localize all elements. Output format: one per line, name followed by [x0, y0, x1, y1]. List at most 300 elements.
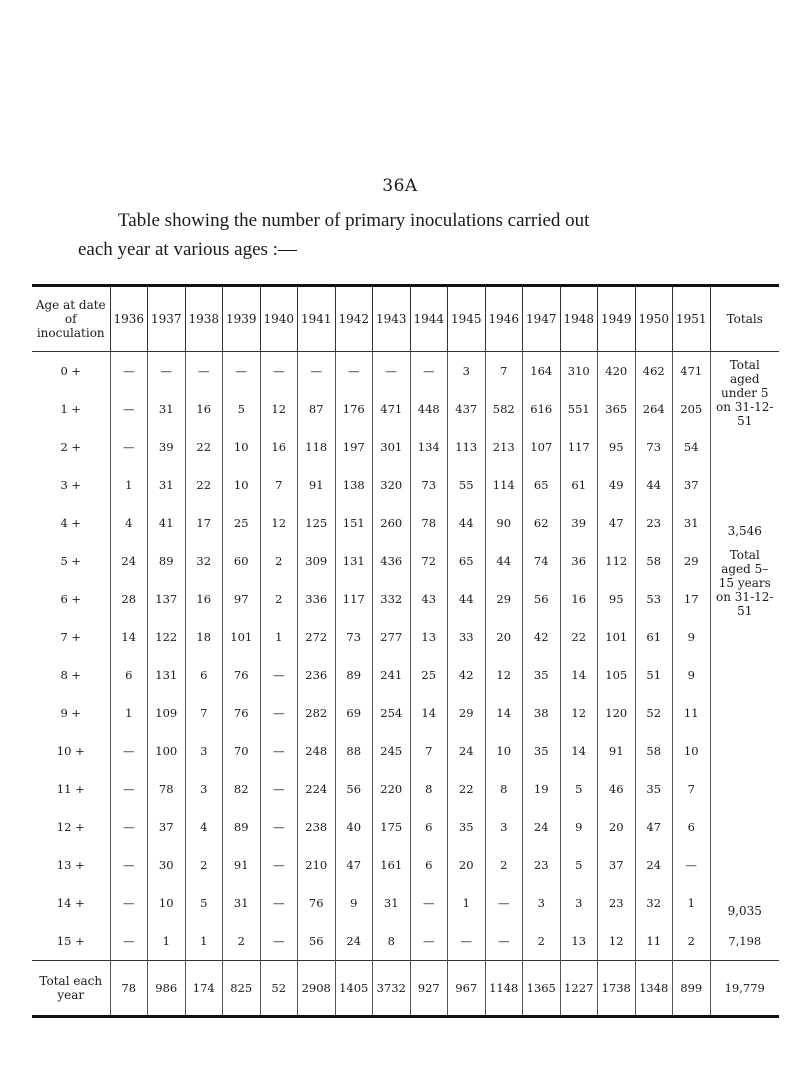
data-cell: 5: [223, 390, 261, 428]
data-cell: 420: [598, 352, 636, 391]
age-label: 9 +: [60, 706, 82, 720]
year-header: 1943: [373, 286, 411, 352]
data-cell: 89: [148, 542, 186, 580]
table-row: [32, 656, 779, 694]
data-cell: 616: [523, 390, 561, 428]
data-cell: 91: [298, 466, 336, 504]
data-cell: —: [110, 732, 148, 770]
data-cell: 51: [635, 656, 673, 694]
data-cell: —: [673, 846, 711, 884]
data-cell: 260: [373, 504, 411, 542]
data-cell: 17: [673, 580, 711, 618]
data-cell: 35: [523, 732, 561, 770]
data-cell: 462: [635, 352, 673, 391]
data-cell: 49: [598, 466, 636, 504]
data-cell: 61: [635, 618, 673, 656]
data-cell: 138: [335, 466, 373, 504]
data-cell: 12: [260, 504, 298, 542]
data-cell: 29: [448, 694, 486, 732]
data-cell: 14: [110, 618, 148, 656]
totals-header: Totals: [710, 286, 779, 352]
data-cell: 35: [523, 656, 561, 694]
data-cell: 52: [635, 694, 673, 732]
data-cell: 70: [223, 732, 261, 770]
data-cell: 9: [335, 884, 373, 922]
data-cell: 254: [373, 694, 411, 732]
data-cell: —: [110, 846, 148, 884]
data-cell: 89: [223, 808, 261, 846]
age-label: 14 +: [56, 896, 85, 910]
table-row: [32, 922, 779, 961]
data-cell: 309: [298, 542, 336, 580]
data-cell: 31: [148, 466, 186, 504]
data-cell: 175: [373, 808, 411, 846]
data-cell: 310: [560, 352, 598, 391]
table-row: [32, 390, 779, 428]
data-cell: —: [110, 922, 148, 961]
data-cell: 1: [185, 922, 223, 961]
data-cell: 25: [410, 656, 448, 694]
data-cell: 1: [148, 922, 186, 961]
data-cell: 32: [185, 542, 223, 580]
data-cell: —: [260, 808, 298, 846]
data-cell: 3: [185, 770, 223, 808]
data-cell: 5: [560, 770, 598, 808]
data-cell: 4: [110, 504, 148, 542]
total-row: [32, 961, 779, 1017]
inoculations-table: [32, 284, 779, 1018]
data-cell: 16: [185, 390, 223, 428]
data-cell: 29: [485, 580, 523, 618]
data-cell: —: [410, 922, 448, 961]
age-label: 1 +: [60, 402, 82, 416]
data-cell: 78: [148, 770, 186, 808]
data-cell: 43: [410, 580, 448, 618]
data-cell: 56: [523, 580, 561, 618]
data-cell: 36: [560, 542, 598, 580]
data-cell: 205: [673, 390, 711, 428]
total-cell: 78: [110, 961, 148, 1017]
data-cell: 20: [448, 846, 486, 884]
data-cell: —: [335, 352, 373, 391]
table-row: [32, 428, 779, 466]
data-cell: 14: [560, 732, 598, 770]
data-cell: —: [260, 770, 298, 808]
data-cell: 32: [635, 884, 673, 922]
data-cell: 20: [598, 808, 636, 846]
data-cell: 17: [185, 504, 223, 542]
data-cell: 7: [673, 770, 711, 808]
data-cell: 7: [185, 694, 223, 732]
data-cell: 2: [260, 542, 298, 580]
data-cell: 7: [410, 732, 448, 770]
data-cell: 13: [560, 922, 598, 961]
year-header: 1946: [485, 286, 523, 352]
year-header: 1942: [335, 286, 373, 352]
data-cell: 113: [448, 428, 486, 466]
data-cell: 134: [410, 428, 448, 466]
data-cell: 40: [335, 808, 373, 846]
data-cell: —: [110, 808, 148, 846]
data-cell: 164: [523, 352, 561, 391]
data-cell: 10: [485, 732, 523, 770]
data-cell: 220: [373, 770, 411, 808]
data-cell: 76: [223, 656, 261, 694]
data-cell: —: [485, 884, 523, 922]
total-row-label: Total each year: [32, 961, 110, 1017]
data-cell: 7: [485, 352, 523, 391]
data-cell: 3: [448, 352, 486, 391]
age-label: 15 +: [56, 934, 85, 948]
table-body: [32, 352, 779, 1017]
caption-line-1: Table showing the number of primary inoculations carried out: [118, 210, 590, 231]
data-cell: 23: [598, 884, 636, 922]
data-cell: 1: [260, 618, 298, 656]
data-cell: 54: [673, 428, 711, 466]
data-cell: 100: [148, 732, 186, 770]
data-cell: 16: [260, 428, 298, 466]
data-cell: —: [148, 352, 186, 391]
data-cell: 46: [598, 770, 636, 808]
data-cell: 14: [485, 694, 523, 732]
data-cell: —: [110, 352, 148, 391]
data-cell: —: [223, 352, 261, 391]
age-label: 12 +: [56, 820, 85, 834]
data-cell: 332: [373, 580, 411, 618]
data-cell: 61: [560, 466, 598, 504]
data-cell: 1: [448, 884, 486, 922]
age-label: 8 +: [60, 668, 82, 682]
data-cell: 31: [148, 390, 186, 428]
data-cell: 22: [185, 428, 223, 466]
data-cell: 37: [598, 846, 636, 884]
note-5-15: Total aged 5–15 years on 31-12-51: [716, 548, 774, 618]
data-cell: 31: [673, 504, 711, 542]
data-cell: 55: [448, 466, 486, 504]
data-cell: 277: [373, 618, 411, 656]
data-cell: 272: [298, 618, 336, 656]
year-header: 1947: [523, 286, 561, 352]
data-cell: 7: [260, 466, 298, 504]
data-cell: 14: [560, 656, 598, 694]
data-cell: 74: [523, 542, 561, 580]
data-cell: 97: [223, 580, 261, 618]
total-cell: 1227: [560, 961, 598, 1017]
data-cell: 18: [185, 618, 223, 656]
table-row: [32, 884, 779, 922]
caption-line-2: each year at various ages :—: [78, 239, 297, 260]
data-cell: 38: [523, 694, 561, 732]
data-cell: 35: [635, 770, 673, 808]
age-label: 3 +: [60, 478, 82, 492]
data-cell: 31: [373, 884, 411, 922]
data-cell: 13: [410, 618, 448, 656]
data-cell: 118: [298, 428, 336, 466]
data-cell: 2: [260, 580, 298, 618]
data-cell: 112: [598, 542, 636, 580]
data-cell: 5: [560, 846, 598, 884]
data-cell: —: [260, 846, 298, 884]
data-cell: 41: [148, 504, 186, 542]
total-cell: 1365: [523, 961, 561, 1017]
total-cell: 927: [410, 961, 448, 1017]
data-cell: 320: [373, 466, 411, 504]
data-cell: 56: [335, 770, 373, 808]
data-cell: 76: [298, 884, 336, 922]
year-header: 1939: [223, 286, 261, 352]
data-cell: 23: [635, 504, 673, 542]
data-cell: 33: [448, 618, 486, 656]
age-label: 2 +: [60, 440, 82, 454]
table-caption: [78, 206, 758, 264]
year-header: 1948: [560, 286, 598, 352]
data-cell: 47: [635, 808, 673, 846]
data-cell: 37: [148, 808, 186, 846]
year-header: 1950: [635, 286, 673, 352]
age-column-header: Age at date of inoculation: [32, 286, 110, 352]
data-cell: 241: [373, 656, 411, 694]
data-cell: 78: [410, 504, 448, 542]
year-header: 1936: [110, 286, 148, 352]
data-cell: 3: [560, 884, 598, 922]
data-cell: 44: [635, 466, 673, 504]
data-cell: 471: [373, 390, 411, 428]
data-cell: 471: [673, 352, 711, 391]
data-cell: —: [298, 352, 336, 391]
data-cell: —: [410, 884, 448, 922]
data-cell: —: [260, 694, 298, 732]
data-cell: 137: [148, 580, 186, 618]
data-cell: 73: [335, 618, 373, 656]
data-cell: 161: [373, 846, 411, 884]
data-cell: —: [410, 352, 448, 391]
data-cell: 582: [485, 390, 523, 428]
grand-total: 19,779: [710, 961, 779, 1017]
data-cell: —: [185, 352, 223, 391]
data-cell: 47: [335, 846, 373, 884]
data-cell: 105: [598, 656, 636, 694]
data-cell: 301: [373, 428, 411, 466]
total-under-5: 3,546: [727, 524, 762, 538]
data-cell: 436: [373, 542, 411, 580]
data-cell: 6: [185, 656, 223, 694]
age-label: 7 +: [60, 630, 82, 644]
data-cell: 131: [148, 656, 186, 694]
totals-block-under-5: [710, 352, 779, 543]
data-cell: 10: [223, 466, 261, 504]
data-cell: —: [110, 390, 148, 428]
age-label: 5 +: [60, 554, 82, 568]
data-cell: 58: [635, 542, 673, 580]
data-cell: 2: [185, 846, 223, 884]
data-cell: 1: [673, 884, 711, 922]
data-cell: 8: [410, 770, 448, 808]
data-cell: 176: [335, 390, 373, 428]
data-cell: 25: [223, 504, 261, 542]
data-cell: 22: [560, 618, 598, 656]
table-row: [32, 846, 779, 884]
year-header: 1940: [260, 286, 298, 352]
data-cell: 11: [673, 694, 711, 732]
data-cell: 6: [410, 808, 448, 846]
data-cell: 101: [223, 618, 261, 656]
data-cell: 12: [560, 694, 598, 732]
data-cell: 65: [448, 542, 486, 580]
data-cell: 448: [410, 390, 448, 428]
total-over-15: 7,198: [710, 922, 779, 961]
data-cell: 37: [673, 466, 711, 504]
table-row: [32, 352, 779, 391]
table-row: [32, 618, 779, 656]
data-cell: 24: [335, 922, 373, 961]
data-cell: 125: [298, 504, 336, 542]
data-cell: —: [260, 922, 298, 961]
data-cell: 12: [260, 390, 298, 428]
data-cell: 2: [673, 922, 711, 961]
data-cell: 91: [223, 846, 261, 884]
data-cell: 114: [485, 466, 523, 504]
data-cell: 131: [335, 542, 373, 580]
data-cell: 6: [410, 846, 448, 884]
data-cell: 11: [635, 922, 673, 961]
data-cell: 73: [635, 428, 673, 466]
data-cell: 365: [598, 390, 636, 428]
data-cell: 2: [523, 922, 561, 961]
data-cell: 16: [560, 580, 598, 618]
data-cell: 90: [485, 504, 523, 542]
year-header: 1949: [598, 286, 636, 352]
data-cell: 62: [523, 504, 561, 542]
data-cell: 19: [523, 770, 561, 808]
data-cell: 42: [448, 656, 486, 694]
data-cell: 31: [223, 884, 261, 922]
data-cell: 336: [298, 580, 336, 618]
total-cell: 1348: [635, 961, 673, 1017]
data-cell: 248: [298, 732, 336, 770]
data-cell: 245: [373, 732, 411, 770]
data-cell: 282: [298, 694, 336, 732]
total-cell: 1148: [485, 961, 523, 1017]
data-cell: 95: [598, 428, 636, 466]
data-cell: —: [373, 352, 411, 391]
data-cell: 238: [298, 808, 336, 846]
table-row: [32, 694, 779, 732]
data-cell: 551: [560, 390, 598, 428]
data-cell: 24: [110, 542, 148, 580]
data-cell: 10: [148, 884, 186, 922]
data-cell: 73: [410, 466, 448, 504]
data-cell: 117: [560, 428, 598, 466]
data-cell: 76: [223, 694, 261, 732]
age-label: 0 +: [60, 364, 82, 378]
data-cell: 87: [298, 390, 336, 428]
data-cell: 9: [673, 656, 711, 694]
data-cell: 24: [523, 808, 561, 846]
data-cell: 213: [485, 428, 523, 466]
data-cell: 3: [185, 732, 223, 770]
data-cell: 22: [448, 770, 486, 808]
data-cell: 210: [298, 846, 336, 884]
total-cell: 986: [148, 961, 186, 1017]
header-row: [32, 286, 779, 352]
year-header: 1941: [298, 286, 336, 352]
table-row: [32, 580, 779, 618]
data-cell: 22: [185, 466, 223, 504]
data-cell: 9: [673, 618, 711, 656]
data-cell: 29: [673, 542, 711, 580]
data-cell: 122: [148, 618, 186, 656]
data-cell: 14: [410, 694, 448, 732]
data-cell: —: [260, 884, 298, 922]
total-cell: 1405: [335, 961, 373, 1017]
table-row: [32, 504, 779, 542]
total-cell: 825: [223, 961, 261, 1017]
data-cell: 60: [223, 542, 261, 580]
data-cell: 24: [635, 846, 673, 884]
data-cell: 9: [560, 808, 598, 846]
total-cell: 967: [448, 961, 486, 1017]
table-row: [32, 770, 779, 808]
data-cell: —: [110, 770, 148, 808]
total-cell: 174: [185, 961, 223, 1017]
data-cell: 4: [185, 808, 223, 846]
total-5-15: 9,035: [727, 904, 762, 918]
data-cell: 39: [560, 504, 598, 542]
age-label: 4 +: [60, 516, 82, 530]
data-cell: 69: [335, 694, 373, 732]
data-cell: 28: [110, 580, 148, 618]
data-cell: 30: [148, 846, 186, 884]
data-cell: 2: [223, 922, 261, 961]
data-cell: 437: [448, 390, 486, 428]
data-cell: 91: [598, 732, 636, 770]
data-cell: 95: [598, 580, 636, 618]
age-label: 6 +: [60, 592, 82, 606]
age-label: 11 +: [56, 782, 85, 796]
data-cell: 47: [598, 504, 636, 542]
data-cell: 58: [635, 732, 673, 770]
data-cell: 1: [110, 694, 148, 732]
data-cell: —: [260, 732, 298, 770]
data-cell: 224: [298, 770, 336, 808]
data-cell: 264: [635, 390, 673, 428]
year-header: 1945: [448, 286, 486, 352]
data-cell: 120: [598, 694, 636, 732]
table-row: [32, 808, 779, 846]
data-cell: 1: [110, 466, 148, 504]
data-cell: —: [260, 656, 298, 694]
data-cell: 44: [448, 580, 486, 618]
data-cell: 10: [673, 732, 711, 770]
total-cell: 3732: [373, 961, 411, 1017]
data-cell: 89: [335, 656, 373, 694]
data-cell: 8: [373, 922, 411, 961]
year-header: 1938: [185, 286, 223, 352]
data-cell: 12: [598, 922, 636, 961]
data-cell: 56: [298, 922, 336, 961]
data-cell: 10: [223, 428, 261, 466]
data-cell: 39: [148, 428, 186, 466]
data-cell: 3: [485, 808, 523, 846]
total-cell: 2908: [298, 961, 336, 1017]
data-cell: 65: [523, 466, 561, 504]
data-cell: 8: [485, 770, 523, 808]
data-cell: —: [448, 922, 486, 961]
data-cell: 72: [410, 542, 448, 580]
year-header: 1951: [673, 286, 711, 352]
data-cell: —: [110, 428, 148, 466]
data-cell: 2: [485, 846, 523, 884]
